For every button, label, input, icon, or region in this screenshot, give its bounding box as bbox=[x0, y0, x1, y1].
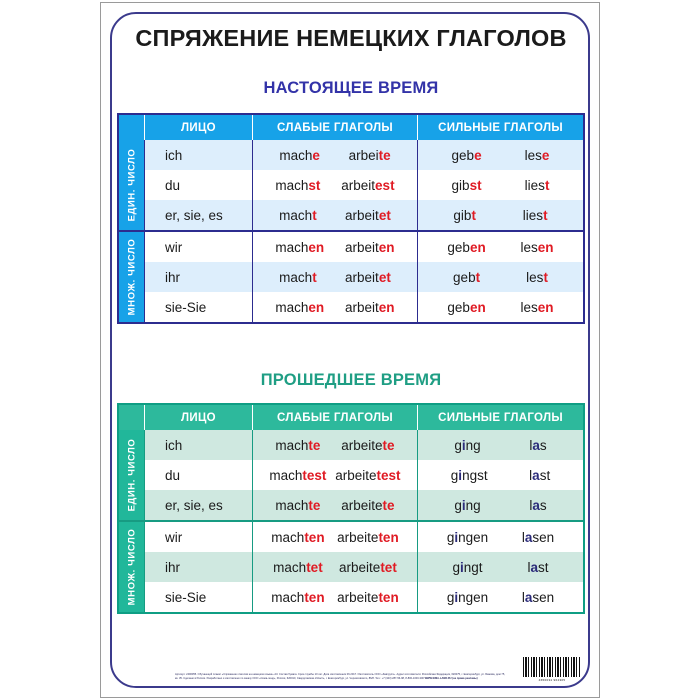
number-group-label-text: ЕДИН. ЧИСЛО bbox=[126, 148, 137, 222]
cell-strong-verbs bbox=[418, 170, 583, 200]
verb-form: liest bbox=[524, 177, 550, 193]
verb-form: ging bbox=[454, 497, 481, 513]
present-header-person: ЛИЦО bbox=[145, 115, 253, 140]
footer-site: WWW.SIMA-LAND.RU bbox=[424, 676, 452, 680]
verb-form: last bbox=[527, 559, 549, 575]
barcode-bars bbox=[523, 657, 581, 677]
present-header-strong-verbs: СИЛЬНЫЕ ГЛАГОЛЫ bbox=[438, 121, 563, 134]
verb-form: ging bbox=[454, 437, 481, 453]
table-row bbox=[145, 140, 583, 170]
footer-legal-text bbox=[175, 673, 505, 681]
verb-form: liest bbox=[522, 207, 548, 223]
cell-person: sie-Sie bbox=[145, 292, 253, 322]
number-group-rows bbox=[145, 232, 583, 322]
number-group bbox=[119, 140, 583, 230]
past-header-strong-verbs: СИЛЬНЫЕ ГЛАГОЛЫ bbox=[438, 411, 563, 424]
number-group bbox=[119, 430, 583, 520]
verb-form: arbeitest bbox=[341, 177, 395, 193]
verb-form: machte bbox=[275, 437, 321, 453]
present-header-weak-verbs: СЛАБЫЕ ГЛАГОЛЫ bbox=[253, 115, 418, 140]
present-table-body bbox=[119, 140, 583, 322]
cell-strong-verbs bbox=[418, 292, 583, 322]
cell-weak-verbs bbox=[253, 200, 418, 230]
footer-text: Артикул: 2496055. Обучающий плакат «Спряжение глаголов на немецком языке» А3. Состав бумага. Срок службы 10 лет. Дата изготовления 06.2017. Изготовитель ООО «Завгрупп». Адрес изготовителя: Российская Федерация, 620075, г. Екатеринбург, ул. Бажова, дом 75, кв. 35. Сделано в России. Разработано и изготовлено по заказу ООО «Сима-ленд», Россия, 620010, Свердловская область, г. Екатеринбург, ул. Черняховского, 86/8. Тел.: +7 (343) 287-56-98, 8-800-1000-300 bbox=[175, 672, 505, 680]
cell-weak-verbs bbox=[253, 490, 418, 520]
cell-weak-verbs bbox=[253, 430, 418, 460]
page-title: СПРЯЖЕНИЕ НЕМЕЦКИХ ГЛАГОЛОВ bbox=[135, 25, 567, 51]
verb-form: gingt bbox=[452, 559, 483, 575]
verb-form: arbeite bbox=[348, 147, 391, 163]
verb-form: las bbox=[529, 497, 547, 513]
verb-form: machte bbox=[275, 497, 321, 513]
verb-form: arbeitete bbox=[341, 437, 395, 453]
verb-form: gebe bbox=[451, 147, 482, 163]
barcode bbox=[523, 657, 581, 683]
number-group-label bbox=[119, 140, 145, 230]
cell-strong-verbs bbox=[418, 552, 583, 582]
table-row bbox=[145, 552, 583, 582]
cell-weak-verbs bbox=[253, 292, 418, 322]
cell-person: ich bbox=[145, 430, 253, 460]
verb-form: arbeitetet bbox=[339, 559, 397, 575]
cell-person: ihr bbox=[145, 552, 253, 582]
table-row bbox=[145, 232, 583, 262]
section-title-present: НАСТОЯЩЕЕ ВРЕМЯ bbox=[263, 79, 439, 97]
verb-form: arbeitet bbox=[345, 269, 391, 285]
verb-form: macht bbox=[279, 269, 317, 285]
verb-form: arbeiten bbox=[345, 239, 395, 255]
table-row bbox=[145, 200, 583, 230]
verb-form: arbeiteten bbox=[337, 529, 399, 545]
verb-form: lasen bbox=[521, 589, 555, 605]
verb-form: gingst bbox=[450, 467, 488, 483]
verb-form: lesen bbox=[520, 239, 554, 255]
verb-form: arbeitete bbox=[341, 497, 395, 513]
verb-form: machst bbox=[275, 177, 321, 193]
cell-strong-verbs bbox=[418, 430, 583, 460]
verb-form: mache bbox=[279, 147, 320, 163]
number-group bbox=[119, 230, 583, 322]
cell-person: du bbox=[145, 460, 253, 490]
cell-weak-verbs bbox=[253, 460, 418, 490]
table-row bbox=[145, 262, 583, 292]
past-header-weak-verbs: СЛАБЫЕ ГЛАГОЛЫ bbox=[253, 405, 418, 430]
verb-form: machtest bbox=[269, 467, 327, 483]
cell-strong-verbs bbox=[418, 200, 583, 230]
past-table-header-row bbox=[119, 405, 583, 430]
number-group-label bbox=[119, 430, 145, 520]
section-title-past: ПРОШЕДШЕЕ ВРЕМЯ bbox=[260, 371, 442, 389]
verb-form: last bbox=[529, 467, 551, 483]
table-row bbox=[145, 522, 583, 552]
cell-person: wir bbox=[145, 232, 253, 262]
verb-form: macht bbox=[279, 207, 317, 223]
cell-weak-verbs bbox=[253, 552, 418, 582]
verb-form: machten bbox=[271, 589, 325, 605]
barcode-number: 4650034 964305 bbox=[538, 678, 566, 682]
number-group bbox=[119, 520, 583, 612]
table-row bbox=[145, 170, 583, 200]
cell-weak-verbs bbox=[253, 522, 418, 552]
verb-form: lest bbox=[526, 269, 548, 285]
verb-form: gibst bbox=[451, 177, 482, 193]
verb-form: las bbox=[529, 437, 547, 453]
number-group-label-text: ЕДИН. ЧИСЛО bbox=[126, 438, 137, 512]
cell-strong-verbs bbox=[418, 522, 583, 552]
present-header-side-spacer bbox=[119, 115, 145, 140]
past-header-side-spacer bbox=[119, 405, 145, 430]
cell-strong-verbs bbox=[418, 490, 583, 520]
number-group-label bbox=[119, 232, 145, 322]
verb-form: arbeiten bbox=[345, 299, 395, 315]
present-tense-table bbox=[117, 113, 585, 324]
cell-person: er, sie, es bbox=[145, 490, 253, 520]
number-group-rows bbox=[145, 430, 583, 520]
cell-person: ich bbox=[145, 140, 253, 170]
verb-form: arbeiteten bbox=[337, 589, 399, 605]
verb-form: gebt bbox=[453, 269, 481, 285]
verb-form: gingen bbox=[446, 589, 489, 605]
verb-form: machten bbox=[271, 529, 325, 545]
verb-form: machen bbox=[275, 299, 325, 315]
past-table-body bbox=[119, 430, 583, 612]
cell-person: ihr bbox=[145, 262, 253, 292]
cell-strong-verbs bbox=[418, 140, 583, 170]
past-header-person: ЛИЦО bbox=[145, 405, 253, 430]
cell-weak-verbs bbox=[253, 232, 418, 262]
verb-form: gibt bbox=[453, 207, 476, 223]
table-row bbox=[145, 460, 583, 490]
cell-person: wir bbox=[145, 522, 253, 552]
verb-form: geben bbox=[447, 299, 486, 315]
cell-strong-verbs bbox=[418, 582, 583, 612]
verb-form: lesen bbox=[520, 299, 554, 315]
number-group-label bbox=[119, 522, 145, 612]
number-group-rows bbox=[145, 140, 583, 230]
footer-suffix: (не права рекламы) bbox=[451, 676, 478, 680]
present-table-header-row bbox=[119, 115, 583, 140]
past-tense-table bbox=[117, 403, 585, 614]
number-group-rows bbox=[145, 522, 583, 612]
verb-form: gingen bbox=[446, 529, 489, 545]
cell-weak-verbs bbox=[253, 140, 418, 170]
number-group-label-text: МНОЖ. ЧИСЛО bbox=[126, 528, 137, 606]
cell-strong-verbs bbox=[418, 262, 583, 292]
verb-form: machtet bbox=[273, 559, 323, 575]
table-row bbox=[145, 430, 583, 460]
table-row bbox=[145, 582, 583, 612]
cell-person: er, sie, es bbox=[145, 200, 253, 230]
number-group-label-text: МНОЖ. ЧИСЛО bbox=[126, 238, 137, 316]
verb-form: geben bbox=[447, 239, 486, 255]
verb-form: arbeitet bbox=[345, 207, 391, 223]
cell-weak-verbs bbox=[253, 262, 418, 292]
verb-form: machen bbox=[275, 239, 325, 255]
verb-form: lese bbox=[524, 147, 550, 163]
cell-person: sie-Sie bbox=[145, 582, 253, 612]
cell-person: du bbox=[145, 170, 253, 200]
cell-strong-verbs bbox=[418, 460, 583, 490]
verb-form: lasen bbox=[521, 529, 555, 545]
table-row bbox=[145, 292, 583, 322]
cell-weak-verbs bbox=[253, 582, 418, 612]
table-row bbox=[145, 490, 583, 520]
cell-weak-verbs bbox=[253, 170, 418, 200]
poster-page bbox=[100, 2, 600, 698]
cell-strong-verbs bbox=[418, 232, 583, 262]
verb-form: arbeitetest bbox=[335, 467, 401, 483]
